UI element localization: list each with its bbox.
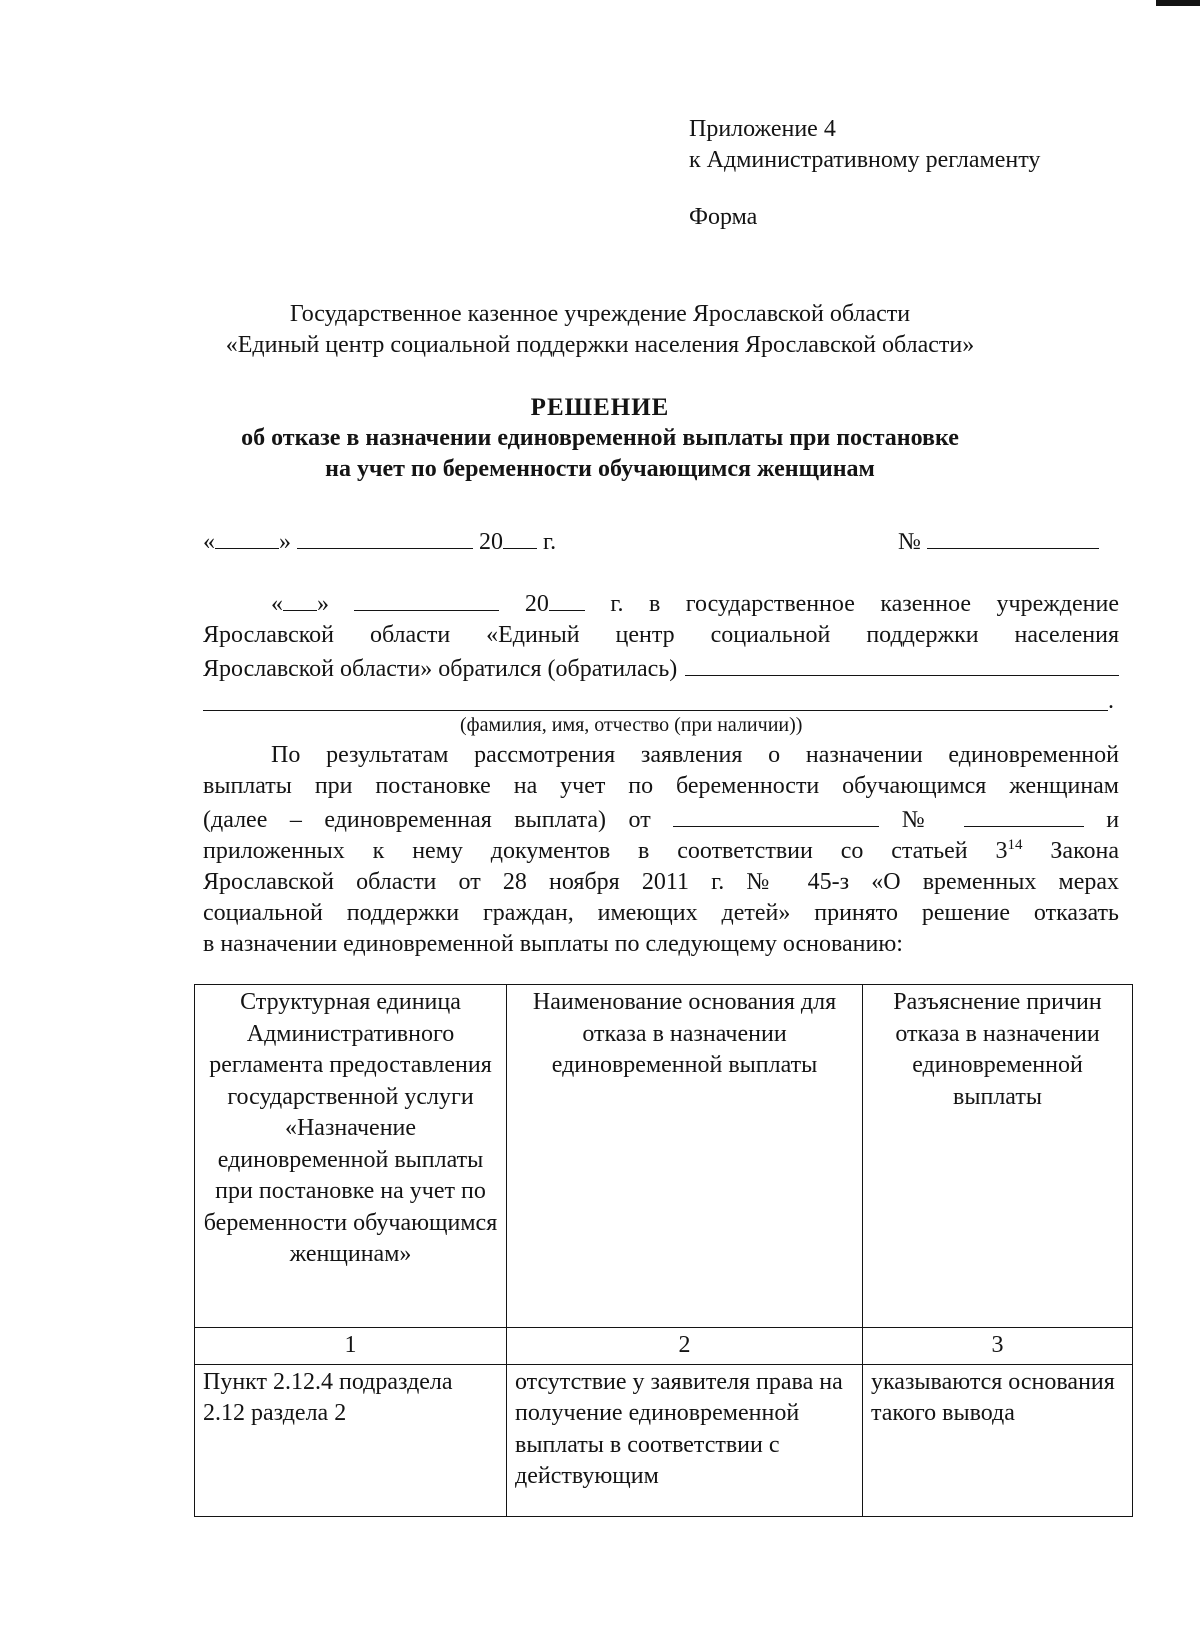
year-blank[interactable] [549, 586, 585, 611]
header-reason-name: Наименование основания для отказа в назначении единовременной выплаты [507, 985, 863, 1328]
decision-line-3-text: (далее – единовременная выплата) от [203, 807, 651, 833]
application-line-3-text: Ярославской области» обратился (обратилась) [203, 656, 678, 682]
scan-corner-mark [1156, 0, 1200, 6]
application-paragraph [203, 586, 1119, 685]
decision-subtitle-2: на учет по беременности обучающимся женщинам [325, 456, 875, 482]
table-number-row [195, 1328, 1133, 1365]
decision-paragraph [203, 740, 1119, 960]
cell-reason-explanation: указываются основания такого вывода [863, 1364, 1133, 1516]
decision-heading [0, 392, 1200, 485]
header-reason-explanation: Разъяснение причин отказа в назначении единовременной выплаты [863, 985, 1133, 1328]
decision-title: РЕШЕНИЕ [530, 394, 670, 421]
header-structural-unit: Структурная единица Административного регламента предоставления государственной услуги «Назначение единовременной выплаты при постановке на учет по беременности обучающимся женщинам» [195, 985, 507, 1328]
applicant-name-blank[interactable] [685, 651, 1119, 676]
applicant-name-blank-2[interactable] [203, 710, 1108, 711]
open-quote: « [203, 529, 215, 555]
year-prefix: 20 [479, 529, 503, 555]
fio-caption: (фамилия, имя, отчество (при наличии)) [460, 714, 803, 736]
decision-line-7: в назначении единовременной выплаты по следующему основанию: [203, 931, 903, 957]
decision-number [898, 524, 1099, 558]
appendix-block [689, 114, 1169, 176]
day-blank[interactable] [283, 586, 317, 611]
column-number-1: 1 [195, 1328, 507, 1365]
appendix-number: Приложение 4 [689, 116, 836, 142]
year-blank[interactable] [503, 524, 537, 549]
application-line-3 [203, 651, 1119, 685]
decision-line-6: социальной поддержки граждан, имеющих детей» принято решение отказать [203, 900, 1119, 926]
month-blank[interactable] [297, 524, 473, 549]
day-blank[interactable] [215, 524, 279, 549]
cell-structural-unit: Пункт 2.12.4 подраздела 2.12 раздела 2 [195, 1364, 507, 1516]
organization-line-1: Государственное казенное учреждение Ярославской области [289, 301, 911, 327]
number-sign: № [898, 529, 921, 555]
number-sign: № [901, 807, 942, 833]
organization-name [0, 299, 1200, 361]
end-dot: . [1108, 688, 1114, 714]
decision-subtitle-1: об отказе в назначении единовременной выплаты при постановке [241, 425, 959, 451]
appendix-reference: к Административному регламенту [689, 147, 1041, 173]
year-prefix: 20 [524, 591, 549, 617]
refusal-reasons-table [194, 984, 1133, 1517]
organization-line-2: «Единый центр социальной поддержки населения Ярославской области» [225, 332, 975, 358]
table-row [195, 1364, 1133, 1516]
application-line-1 [203, 586, 1119, 620]
column-number-3: 3 [863, 1328, 1133, 1365]
cell-reason-name: отсутствие у заявителя права на получение единовременной выплаты в соответствии с действующим [507, 1364, 863, 1516]
close-quote: » [317, 591, 329, 617]
application-line-1-text: г. в государственное казенное учреждение [610, 591, 1120, 617]
open-quote: « [271, 591, 283, 617]
close-quote: » [279, 529, 291, 555]
decision-line-5: Ярославской области от 28 ноября 2011 г. № 45-з «О временных мерах [203, 869, 1119, 895]
application-date-blank[interactable] [673, 802, 879, 827]
decision-date-number-row [203, 524, 1113, 558]
application-line-2: Ярославской области «Единый центр социальной поддержки населения [203, 622, 1119, 648]
year-suffix: г. [543, 529, 557, 555]
month-blank[interactable] [354, 586, 499, 611]
decision-date [203, 524, 556, 558]
form-label: Форма [689, 204, 758, 230]
decision-line-2: выплаты при постановке на учет по беременности обучающимся женщинам [203, 773, 1119, 799]
column-number-2: 2 [507, 1328, 863, 1365]
decision-line-4 [203, 836, 1119, 867]
decision-line-4-end: Закона [1050, 838, 1120, 864]
decision-line-3 [203, 802, 1119, 836]
conjunction: и [1106, 807, 1120, 833]
article-superscript: 14 [1007, 837, 1023, 853]
application-number-blank[interactable] [964, 802, 1084, 827]
decision-line-1: По результатам рассмотрения заявления о назначении единовременной [271, 742, 1119, 768]
number-blank[interactable] [927, 524, 1099, 549]
decision-line-4-text: приложенных к нему документов в соответствии со статьей 3 [203, 838, 1008, 864]
table-header-row [195, 985, 1133, 1328]
